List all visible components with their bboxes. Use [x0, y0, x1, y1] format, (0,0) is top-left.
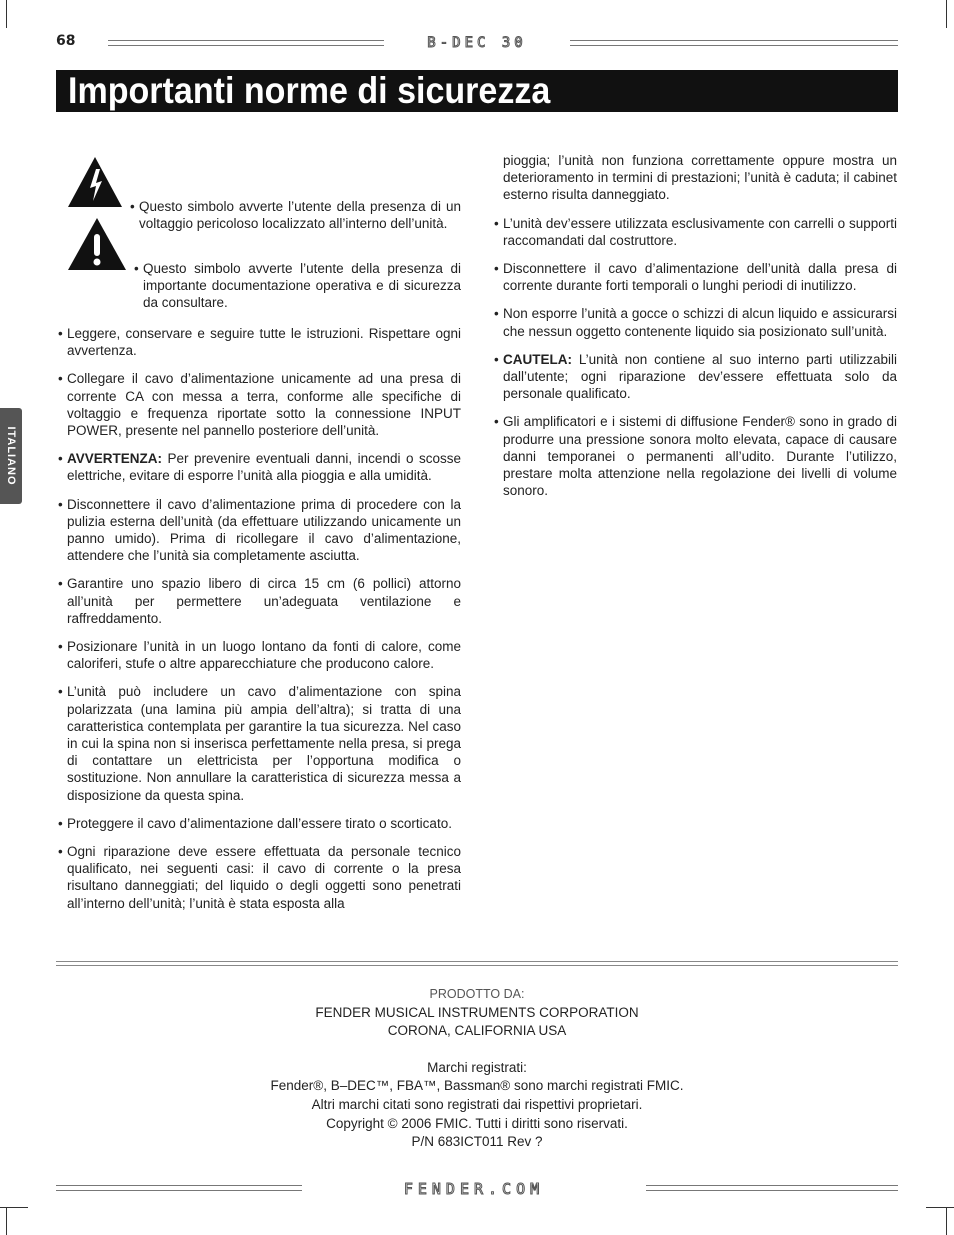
- page-number: 68: [56, 33, 76, 49]
- exclamation-warning-text: [135, 260, 461, 312]
- footer-rule: [56, 961, 898, 966]
- bullet: •: [494, 215, 499, 231]
- other-marks: Altri marchi citati sono registrati dai rispettivi proprietari.: [311, 1096, 643, 1112]
- copyright: Copyright © 2006 FMIC. Tutti i diritti sono riservati.: [326, 1115, 628, 1131]
- lightning-description: Questo simbolo avverte l’utente della presenza di un voltaggio pericoloso localizzato all’interno dell’unità.: [139, 199, 461, 232]
- item-text: Disconnettere il cavo d’alimentazione dell’unità dalla presa di corrente durante forti temporali o lunghi periodi di inutilizzo.: [503, 261, 897, 294]
- item-text: Leggere, conservare e seguire tutte le istruzioni. Rispettare ogni avvertenza.: [67, 326, 461, 359]
- list-item: [59, 843, 461, 912]
- language-tab-label: ITALIANO: [5, 426, 17, 486]
- crop-mark-bottom-h: [0, 1207, 28, 1208]
- item-text: L’unità dev’essere utilizzata esclusivamente con carrelli o supporti raccomandati dal costruttore.: [503, 215, 897, 248]
- footer: [56, 985, 898, 1152]
- item-text: Proteggere il cavo d’alimentazione dall’essere tirato o scorticato.: [67, 815, 452, 831]
- bullet: •: [58, 496, 63, 512]
- item-text: Posizionare l’unità in un luogo lontano da fonti di calore, come caloriferi, stufe o altre apparecchiature che producono calore.: [67, 639, 461, 672]
- trademarks-line: Fender®, B–DEC™, FBA™, Bassman® sono marchi registrati FMIC.: [270, 1078, 684, 1094]
- item-text: Non esporre l’unità a gocce o schizzi di alcun liquido e assicurarsi che nessun oggetto contenente liquido sia posizionato sull’unità.: [503, 306, 897, 339]
- item-text: Disconnettere il cavo d’alimentazione prima di procedere con la pulizia esterna dell’unità (da effettuare utilizzando unicamente un panno umido). Prima di ricollegare il cavo d’alimentazione, attendere che l’unità sia completamente asciutta.: [67, 496, 461, 564]
- part-number: P/N 683ICT011 Rev ?: [411, 1134, 543, 1150]
- bullet: •: [58, 815, 63, 831]
- list-item: [59, 496, 461, 565]
- bullet: •: [134, 261, 139, 276]
- list-item: [495, 260, 897, 294]
- bullet: •: [494, 261, 499, 277]
- header-rule-right: [570, 40, 898, 46]
- item-text: Garantire uno spazio libero di circa 15 cm (6 pollici) attorno all’unità per permettere un’adeguata ventilazione e raffreddamento.: [67, 576, 461, 626]
- list-item: [59, 325, 461, 359]
- footer-rule-left: [56, 1185, 302, 1191]
- crop-mark-bottom-left: [6, 1207, 7, 1235]
- item-text: L’unità può includere un cavo d’alimentazione con spina polarizzata (una lamina più ampia dell’altra); si tratta di una caratteristica contemplata per garantire la tua sicurezza. Nel caso in cui la spina non si inserisca perfettamente nella presa, si prega di contattare un elettricista per l’opportuna modifica o sostituzione. Non annullare la caratteristica di sicurezza messa a disposizione da questa spina.: [67, 684, 461, 803]
- item-text: L’unità non contiene al suo interno parti utilizzabili dall’utente; ogni riparazione dev’essere effettuata solo da personale qualificato.: [503, 351, 897, 402]
- list-item: [59, 370, 461, 439]
- company-name: FENDER MUSICAL INSTRUMENTS CORPORATION: [315, 1004, 639, 1020]
- title-bar: [56, 70, 898, 112]
- item-text: Ogni riparazione deve essere effettuata da personale tecnico qualificato, nei seguenti casi: il cavo di corrente o la presa risultano danneggiati; del liquido o degli oggetti sono penetrati all’interno dell’unità; l’unità è stata esposta alla: [67, 844, 461, 911]
- continuation-text: pioggia; l’unità non funziona correttamente oppure mostra un deterioramento in termini di prestazioni; l’unità è caduta; il cabinet esterno risulta danneggiato.: [503, 153, 897, 203]
- bullet: •: [58, 639, 63, 655]
- list-item: [495, 351, 897, 403]
- bullet: •: [130, 199, 135, 214]
- crop-mark-bottom-h-right: [926, 1207, 954, 1208]
- bullet: •: [58, 326, 63, 341]
- item-text: Gli amplificatori e i sistemi di diffusione Fender® sono in grado di produrre una pressione sonora molto elevata, capace di causare danni temporanei o permanenti all’udito. Durante l’utilizzo, prestare molta attenzione nella regolazione dei livelli di volume sonoro.: [503, 414, 897, 499]
- item-text: Per prevenire eventuali danni, incendi o scosse elettriche, evitare di esporre l’unità alla pioggia e alla umidità.: [67, 451, 461, 484]
- bullet: •: [58, 451, 63, 467]
- right-column: [495, 152, 897, 510]
- model-name: B-DEC 30: [427, 35, 527, 51]
- bullet: •: [494, 306, 499, 322]
- bullet: •: [494, 351, 499, 367]
- left-column: [59, 325, 461, 923]
- bullet: •: [58, 684, 63, 700]
- list-item: [59, 575, 461, 627]
- bullet: •: [58, 576, 63, 592]
- bullet: •: [58, 371, 63, 387]
- website: FENDER.COM: [403, 1180, 545, 1198]
- crop-mark-top-right: [946, 0, 947, 28]
- lightning-warning-icon: [66, 155, 124, 209]
- item-label: AVVERTENZA:: [67, 451, 163, 467]
- list-item: [59, 683, 461, 803]
- lightning-warning-text: [131, 198, 461, 232]
- list-item: [495, 305, 897, 339]
- list-item: [59, 450, 461, 484]
- company-location: CORONA, CALIFORNIA USA: [387, 1023, 567, 1039]
- bullet: •: [58, 844, 63, 860]
- exclamation-description: Questo simbolo avverte l’utente della presenza di importante documentazione operativa e di sicurezza da consultare.: [143, 261, 461, 311]
- language-tab: [0, 408, 22, 504]
- bullet: •: [494, 414, 499, 430]
- item-label: CAUTELA:: [503, 351, 572, 367]
- header-rule-left: [108, 40, 384, 46]
- footer-rule-right: [646, 1185, 898, 1191]
- exclamation-warning-icon: [66, 216, 128, 272]
- crop-mark-bottom-right: [946, 1207, 947, 1235]
- list-item: [59, 815, 461, 832]
- trademarks-heading: Marchi registrati:: [427, 1059, 527, 1075]
- list-item: [495, 413, 897, 499]
- list-item-continuation: [495, 152, 897, 204]
- item-text: Collegare il cavo d’alimentazione unicamente ad una presa di corrente CA con messa a terra, conforme alle specifiche di voltaggio e frequenza riportate sotto la connessione INPUT POWER, presente nel pannello posteriore dell’unità.: [67, 371, 461, 439]
- produced-by: PRODOTTO DA:: [429, 987, 525, 1001]
- page-title: Importanti norme di sicurezza: [68, 70, 551, 111]
- crop-mark-top-left-v: [6, 0, 7, 28]
- list-item: [59, 638, 461, 672]
- list-item: [495, 215, 897, 249]
